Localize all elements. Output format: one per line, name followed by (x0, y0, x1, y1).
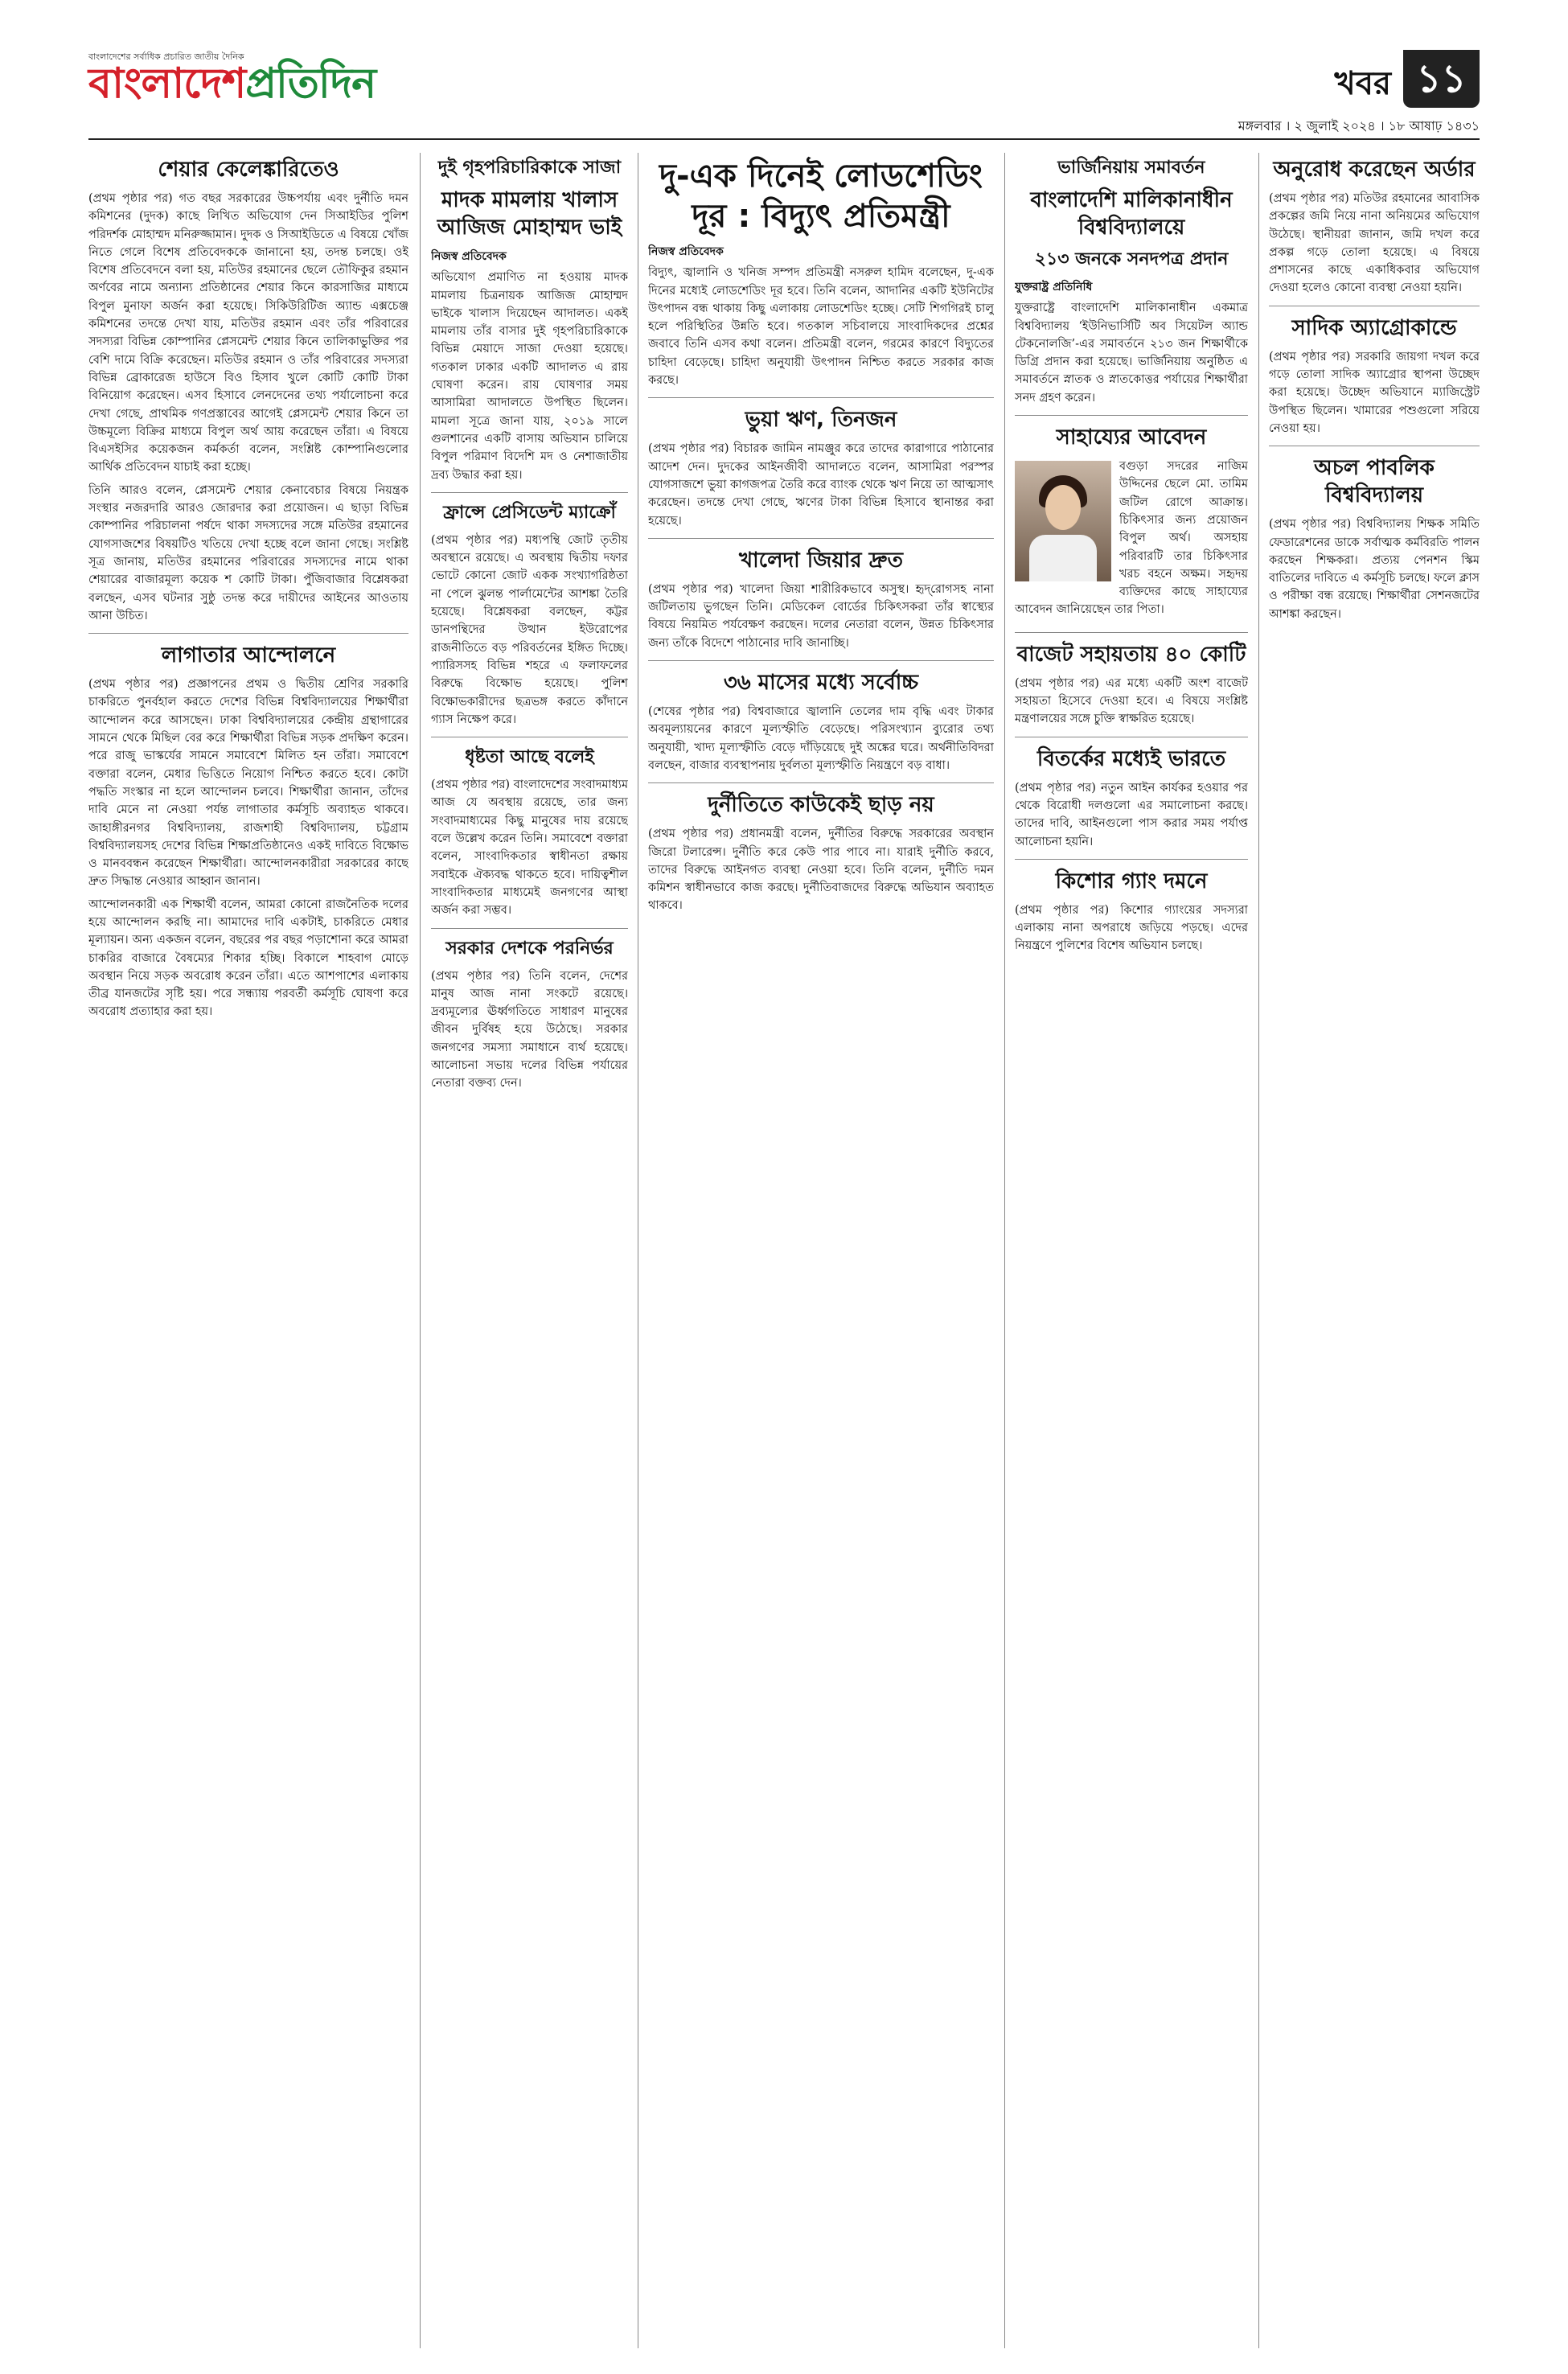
column-3 (648, 153, 994, 2348)
column-divider (1258, 153, 1259, 2348)
newspaper-logo[interactable] (88, 60, 376, 108)
child-photo (1015, 461, 1111, 581)
pre-headline: দুই গৃহপরিচারিকাকে সাজা (437, 158, 622, 178)
headline-loadshedding[interactable]: দু-এক দিনেই লোডশেডিং দূর : বিদ্যুৎ প্রতিমন্ত্রী (659, 158, 983, 235)
headline-sadiq-agro[interactable]: সাদিক অ্যাগ্রোকান্ডে (1291, 315, 1457, 340)
divider (88, 633, 408, 634)
byline: যুক্তরাষ্ট্র প্রতিনিধি (1015, 281, 1093, 294)
dateline: মঙ্গলবার । ২ জুলাই ২০২৪ । ১৮ আষাঢ় ১৪৩১ (1238, 118, 1480, 133)
headline-public-university[interactable]: অচল পাবলিক বিশ্ববিদ্যালয় (1314, 456, 1435, 508)
divider (1015, 415, 1248, 416)
sub-headline: ২১৩ জনকে সনদপত্র প্রদান (1034, 249, 1229, 269)
headline-macron[interactable]: ফ্রান্সে প্রেসিডেন্ট ম্যাক্রোঁ (443, 502, 616, 523)
article-body: (প্রথম পৃষ্ঠার পর) বাংলাদেশের সংবাদমাধ্যম আজ যে অবস্থায় রয়েছে, তার জন্য সংবাদমাধ্যমের কিছু মানুষের দায় রয়েছে বলে উল্লেখ করেন তিনি। সমাবেশে বক্তারা বলেন, সাংবাদিকতার স্বাধীনতা রক্ষায় সবাইকে ঐক্যবদ্ধ থাকতে হবে। দায়িত্বশীল সাংবাদিকতার মাধ্যমেই জনগণের আস্থা অর্জন করা সম্ভব। (431, 778, 628, 918)
byline: নিজস্ব প্রতিবেদক (648, 245, 724, 258)
headline-budget-support[interactable]: বাজেট সহায়তায় ৪০ কোটি (1016, 642, 1246, 667)
headline-university[interactable]: বাংলাদেশি মালিকানাধীন বিশ্ববিদ্যালয়ে (1030, 188, 1233, 240)
article-body: (প্রথম পৃষ্ঠার পর) প্রজ্ঞাপনের প্রথম ও দ্বিতীয় শ্রেণির সরকারি চাকরিতে পুনর্বহাল করতে দেশের বিভিন্ন বিশ্ববিদ্যালয়ের শিক্ষার্থীরা আন্দোলন করে আসছেন। ঢাকা বিশ্ববিদ্যালয়ের কেন্দ্রীয় গ্রন্থাগারের সামনে থেকে মিছিল বের করে শিক্ষার্থীরা বিভিন্ন সড়ক প্রদক্ষিণ করেন। পরে রাজু ভাস্কর্যের সামনে সমাবেশে মিলিত হন তাঁরা। সমাবেশে বক্তারা বলেন, মেধার ভিত্তিতে নিয়োগ নিশ্চিত করতে হবে। কোটা পদ্ধতি সংস্কার না হলে আন্দোলন চলবে। শিক্ষার্থীরা জানান, তাঁদের দাবি মেনে না নেওয়া পর্যন্ত লাগাতার কর্মসূচি অব্যাহত থাকবে। জাহাঙ্গীরনগর বিশ্ববিদ্যালয়, রাজশাহী বিশ্ববিদ্যালয়, চট্টগ্রাম বিশ্ববিদ্যালয়সহ দেশের বিভিন্ন শিক্ষাপ্রতিষ্ঠানেও একই দাবিতে বিক্ষোভ ও মানববন্ধন করেছেন শিক্ষার্থীরা। আন্দোলনকারীরা সরকারের কাছে দ্রুত সিদ্ধান্ত নেওয়ার আহ্বান জানান। (88, 678, 408, 889)
headline-india[interactable]: বিতর্কের মধ্যেই ভারতে (1036, 746, 1226, 771)
headline-36-months[interactable]: ৩৬ মাসের মধ্যে সর্বোচ্চ (723, 671, 919, 696)
divider (648, 782, 994, 783)
article-body: (প্রথম পৃষ্ঠার পর) মতিউর রহমানের আবাসিক প্রকল্পের জমি নিয়ে নানা অনিয়মের অভিযোগ উঠেছে। স্থানীয়রা জানান, জমি দখল করে প্রকল্প গড়ে তোলা হয়েছে। এ বিষয়ে প্রশাসনের কাছে একাধিকবার অভিযোগ দেওয়া হলেও কোনো ব্যবস্থা নেওয়া হয়নি। (1269, 192, 1480, 295)
headline-dependent[interactable]: সরকার দেশকে পরনির্ভর (445, 938, 614, 959)
byline: নিজস্ব প্রতিবেদক (431, 250, 507, 263)
article-body: আন্দোলনকারী এক শিক্ষার্থী বলেন, আমরা কোনো রাজনৈতিক দলের হয়ে আন্দোলন করছি না। আমাদের দাবি একটাই, চাকরিতে মেধার মূল্যায়ন। অন্য একজন বলেন, বছরের পর বছর পড়াশোনা করে আমরা চাকরির বাজারে বৈষম্যের শিকার হচ্ছি। বিকালে শাহবাগ মোড়ে অবস্থান নিয়ে সড়ক অবরোধ করেন তাঁরা। এতে আশপাশের এলাকায় তীব্র যানজটের সৃষ্টি হয়। পরে সন্ধ্যায় পরবর্তী কর্মসূচি ঘোষণা করে অবরোধ প্রত্যাহার করা হয়। (88, 897, 408, 1019)
column-1 (88, 153, 408, 2348)
column-2 (431, 153, 628, 2348)
divider (648, 538, 994, 539)
headline-khaleda[interactable]: খালেদা জিয়ার দ্রুত (739, 548, 903, 573)
column-5 (1269, 153, 1480, 2348)
tagline: বাংলাদেশের সর্বাধিক প্রচারিত জাতীয় দৈনিক (88, 51, 244, 62)
article-body: (প্রথম পৃষ্ঠার পর) খালেদা জিয়া শারীরিকভাবে অসুস্থ। হৃদ্‌রোগসহ নানা জটিলতায় ভুগছেন তিনি। মেডিকেল বোর্ডের চিকিৎসকরা তাঁর স্বাস্থ্যের বিষয়ে নিয়মিত পর্যবেক্ষণ করছেন। দলের নেতারা বলেন, উন্নত চিকিৎসার জন্য তাঁকে বিদেশে পাঠানোর দাবি জানাচ্ছি। (648, 582, 994, 650)
headline-corruption[interactable]: দুর্নীতিতে কাউকেই ছাড় নয় (708, 793, 934, 818)
article-body: (প্রথম পৃষ্ঠার পর) সরকারি জায়গা দখল করে গড়ে তোলা সাদিক অ্যাগ্রোর স্থাপনা উচ্ছেদ করা হয়েছে। উচ্ছেদ অভিযানে ম্যাজিস্ট্রেট উপস্থিত ছিলেন। খামারের পশুগুলো সরিয়ে নেওয়া হয়। (1269, 350, 1480, 435)
logo-part1: বাংলাদেশ (88, 60, 246, 108)
article-body: অভিযোগ প্রমাণিত না হওয়ায় মাদক মামলায় চিত্রনায়ক আজিজ মোহাম্মদ ভাইকে খালাস দিয়েছেন আদালত। একই মামলায় তাঁর বাসার দুই গৃহপরিচারিকাকে বিভিন্ন মেয়াদে সাজা দেওয়া হয়েছে। গতকাল ঢাকার একটি আদালত এ রায় ঘোষণা করেন। রায় ঘোষণার সময় আসামিরা আদালতে উপস্থিত ছিলেন। মামলা সূত্রে জানা যায়, ২০১৯ সালে গুলশানের একটি বাসায় অভিযান চালিয়ে বিপুল পরিমাণ বিদেশি মদ ও নেশাজাতীয় দ্রব্য উদ্ধার করা হয়। (431, 271, 628, 482)
headline-teen-gang[interactable]: কিশোর গ্যাং দমনে (1055, 869, 1208, 893)
article-body: বিদ্যুৎ, জ্বালানি ও খনিজ সম্পদ প্রতিমন্ত্রী নসরুল হামিদ বলেছেন, দু-এক দিনের মধ্যেই লোডশেডিং দূর হবে। তিনি বলেন, আদানির একটি ইউনিটের উৎপাদন বন্ধ থাকায় কিছু এলাকায় লোডশেডিং হচ্ছে। সেটি শিগগিরই চালু হলে পরিস্থিতির উন্নতি হবে। গতকাল সচিবালয়ে সাংবাদিকদের প্রশ্নের জবাবে তিনি এসব কথা বলেন। প্রতিমন্ত্রী বলেন, গরমের কারণে বিদ্যুতের চাহিদা বেড়েছে। চাহিদা অনুযায়ী উৎপাদন নিশ্চিত করতে সরকার কাজ করছে। (648, 266, 994, 388)
article-body: (প্রথম পৃষ্ঠার পর) মধ্যপন্থি জোট তৃতীয় অবস্থানে রয়েছে। এ অবস্থায় দ্বিতীয় দফার ভোটে কোনো জোট একক সংখ্যাগরিষ্ঠতা না পেলে ঝুলন্ত পার্লামেন্টের আশঙ্কা তৈরি হয়েছে। বিশ্লেষকরা বলছেন, কট্টর ডানপন্থিদের উত্থান ইউরোপের রাজনীতিতে বড় পরিবর্তনের ইঙ্গিত দিচ্ছে। প্যারিসসহ বিভিন্ন শহরে এ ফলাফলের বিরুদ্ধে বিক্ষোভ হয়েছে। পুলিশ বিক্ষোভকারীদের ছত্রভঙ্গ করতে কাঁদানে গ্যাস নিক্ষেপ করে। (431, 533, 628, 726)
headline-continuous-movement[interactable]: লাগাতার আন্দোলনে (161, 643, 336, 668)
divider (648, 397, 994, 398)
logo-part2: প্রতিদিন (245, 60, 376, 108)
headline-audacity[interactable]: ধৃষ্টতা আছে বলেই (465, 747, 594, 768)
divider (1015, 632, 1248, 633)
column-4 (1015, 153, 1248, 2348)
article-body: (প্রথম পৃষ্ঠার পর) গত বছর সরকারের উচ্চপর্যায় এবং দুর্নীতি দমন কমিশনের (দুদক) কাছে লিখিত অভিযোগ দেন সিআইডির পুলিশ পরিদর্শক মোহাম্মদ মনিরুজ্জামান। দুদক ও সিআইডিতে এ বিষয়ে খোঁজ নিতে গেলে বিশেষ প্রতিবেদককে জানানো হয়, তদন্ত চলছে। ওই বিশেষ প্রতিবেদনে বলা হয়, মতিউর রহমানের ছেলে তৌফিকুর রহমান অর্ণবের নামে অন্যান্য প্রতিষ্ঠানের শেয়ার কিনে কারসাজির মাধ্যমে বিপুল মুনাফা অর্জন করা হয়েছে। সিকিউরিটিজ অ্যান্ড এক্সচেঞ্জ কমিশনের তদন্তে দেখা যায়, মতিউর রহমান এবং তাঁর পরিবারের সদস্যরা বিভিন্ন কোম্পানির প্লেসমেন্ট শেয়ার কিনে তালিকাভুক্তির পর বেশি দামে বিক্রি করেছেন। মতিউর রহমান ও তাঁর পরিবারের সদস্যরা বিভিন্ন ব্রোকারেজ হাউসে বিও হিসাব খুলে কোটি কোটি টাকা বিনিয়োগ করেছেন। এসব হিসাবে লেনদেনের তথ্য পর্যালোচনা করে দেখা গেছে, প্রাথমিক গণপ্রস্তাবের আগেই প্লেসমেন্ট শেয়ার কিনে তা উচ্চমূল্যে বিক্রির মাধ্যমে বিপুল অর্থ আয় করেছেন তাঁরা। এ বিষয়ে বিএসইসির কয়েকজন কর্মকর্তা বলেন, সংশ্লিষ্ট কোম্পানিগুলোর আর্থিক প্রতিবেদন যাচাই করা হচ্ছে। (88, 192, 408, 474)
article-body: (প্রথম পৃষ্ঠার পর) প্রধানমন্ত্রী বলেন, দুর্নীতির বিরুদ্ধে সরকারের অবস্থান জিরো টলারেন্স। দুর্নীতি করে কেউ পার পাবে না। যারাই দুর্নীতি করবে, তাদের বিরুদ্ধে আইনগত ব্যবস্থা নেওয়া হবে। তিনি বলেন, দুর্নীতি দমন কমিশন স্বাধীনভাবে কাজ করছে। দুর্নীতিবাজদের বিরুদ্ধে অভিযান অব্যাহত থাকবে। (648, 828, 994, 913)
article-body: যুক্তরাষ্ট্রে বাংলাদেশি মালিকানাধীন একমাত্র বিশ্ববিদ্যালয় ‘ইউনিভার্সিটি অব সিয়েটল অ্যান্ড টেকনোলজি’-এর সমাবর্তনে ২১৩ জন শিক্ষার্থীকে ডিগ্রি প্রদান করা হয়েছে। ভার্জিনিয়ায় অনুষ্ঠিত এ সমাবর্তনে স্নাতক ও স্নাতকোত্তর পর্যায়ের শিক্ষার্থীরা সনদ গ্রহণ করেন। (1015, 302, 1248, 405)
page-number: ১১ (1403, 50, 1480, 108)
article-body: বগুড়া সদরের নাজিম উদ্দিনের ছেলে মো. তামিম জটিল রোগে আক্রান্ত। চিকিৎসার জন্য প্রয়োজন বিপুল অর্থ। অসহায় পরিবারটি তার চিকিৎসার খরচ বহনে অক্ষম। সহৃদয় ব্যক্তিদের কাছে সাহায্যের আবেদন জানিয়েছেন তার পিতা। (1015, 460, 1248, 617)
pre-headline: ভার্জিনিয়ায় সমাবর্তন (1057, 158, 1205, 178)
article-body: (শেষের পৃষ্ঠার পর) বিশ্ববাজারে জ্বালানি তেলের দাম বৃদ্ধি এবং টাকার অবমূল্যায়নের কারণে মূল্যস্ফীতি বেড়েছে। পরিসংখ্যান ব্যুরোর তথ্য অনুযায়ী, খাদ্য মূল্যস্ফীতি বেড়ে দাঁড়িয়েছে দুই অঙ্কের ঘরে। অর্থনীতিবিদরা বলছেন, বাজার ব্যবস্থাপনায় দুর্বলতা মূল্যস্ফীতি নিয়ন্ত্রণে বড় বাধা। (648, 705, 994, 772)
divider (431, 928, 628, 929)
headline-share-scandal[interactable]: শেয়ার কেলেঙ্কারিতেও (158, 158, 339, 182)
column-divider (420, 153, 421, 2348)
article-body: (প্রথম পৃষ্ঠার পর) বিচারক জামিন নামঞ্জুর করে তাদের কারাগারে পাঠানোর আদেশ দেন। দুদকের আইনজীবী আদালতে বলেন, আসামিরা পরস্পর যোগসাজশে ভুয়া কাগজপত্র তৈরি করে ব্যাংক থেকে ঋণ নিয়ে তা আত্মসাৎ করেছেন। তদন্তে দেখা গেছে, ঋণের টাকা বিভিন্ন হিসাবে স্থানান্তর করা হয়েছে। (648, 442, 994, 528)
masthead (88, 50, 1480, 133)
headline-fake-loan[interactable]: ভুয়া ঋণ, তিনজন (745, 408, 897, 433)
article-body: তিনি আরও বলেন, প্লেসমেন্ট শেয়ার কেনাবেচার বিষয়ে নিয়ন্ত্রক সংস্থার নজরদারি আরও জোরদার করা প্রয়োজন। এ ছাড়া বিভিন্ন কোম্পানির পরিচালনা পর্ষদে থাকা সদস্যদের সঙ্গে মতিউর রহমানের যোগসাজশের বিষয়টিও খতিয়ে দেখা হচ্ছে বলে জানা গেছে। সংশ্লিষ্ট সূত্র জানায়, মতিউর রহমানের পরিবারের সদস্যদের নামে থাকা শেয়ারের বাজারমূল্য কয়েক শ কোটি টাকা। পুঁজিবাজার বিশ্লেষকরা বলছেন, এসব ঘটনার সুষ্ঠু তদন্ত করে দায়ীদের আইনের আওতায় আনা উচিত। (88, 483, 408, 622)
headline-help-appeal[interactable]: সাহায্যের আবেদন (1056, 425, 1207, 450)
article-body: (প্রথম পৃষ্ঠার পর) নতুন আইন কার্যকর হওয়ার পর থেকে বিরোধী দলগুলো এর সমালোচনা করছে। তাদের দাবি, আইনগুলো পাস করার সময় পর্যাপ্ত আলোচনা হয়নি। (1015, 781, 1248, 848)
headline-order[interactable]: অনুরোধ করেছেন অর্ডার (1273, 158, 1476, 182)
article-body: (প্রথম পৃষ্ঠার পর) বিশ্ববিদ্যালয় শিক্ষক সমিতি ফেডারেশনের ডাকে সর্বাত্মক কর্মবিরতি পালন করছেন শিক্ষকরা। প্রত্যয় পেনশন স্কিম বাতিলের দাবিতে এ কর্মসূচি চলছে। ফলে ক্লাস ও পরীক্ষা বন্ধ রয়েছে। শিক্ষার্থীরা সেশনজটের আশঙ্কা করছেন। (1269, 518, 1480, 621)
section-name: খবর (1334, 65, 1391, 102)
divider (1015, 859, 1248, 860)
article-body: (প্রথম পৃষ্ঠার পর) এর মধ্যে একটি অংশ বাজেট সহায়তা হিসেবে দেওয়া হবে। এ বিষয়ে সংশ্লিষ্ট মন্ত্রণালয়ের সঙ্গে চুক্তি স্বাক্ষরিত হয়েছে। (1015, 676, 1248, 726)
article-body: (প্রথম পৃষ্ঠার পর) তিনি বলেন, দেশের মানুষ আজ নানা সংকটে রয়েছে। দ্রব্যমূল্যের ঊর্ধ্বগতিতে সাধারণ মানুষের জীবন দুর্বিষহ হয়ে উঠেছে। সরকার জনগণের সমস্যা সমাধানে ব্যর্থ হয়েছে। আলোচনা সভায় দলের বিভিন্ন পর্যায়ের নেতারা বক্তব্য দেন। (431, 969, 628, 1090)
masthead-rule (88, 138, 1480, 140)
divider (431, 492, 628, 493)
headline-aziz-mohammad[interactable]: মাদক মামলায় খালাস আজিজ মোহাম্মদ ভাই (437, 188, 622, 240)
divider (648, 660, 994, 661)
column-divider (1004, 153, 1005, 2348)
article-body: (প্রথম পৃষ্ঠার পর) কিশোর গ্যাংয়ের সদস্যরা এলাকায় নানা অপরাধে জড়িয়ে পড়ছে। এদের নিয়ন্ত্রণে পুলিশের বিশেষ অভিযান চলছে। (1015, 903, 1248, 953)
